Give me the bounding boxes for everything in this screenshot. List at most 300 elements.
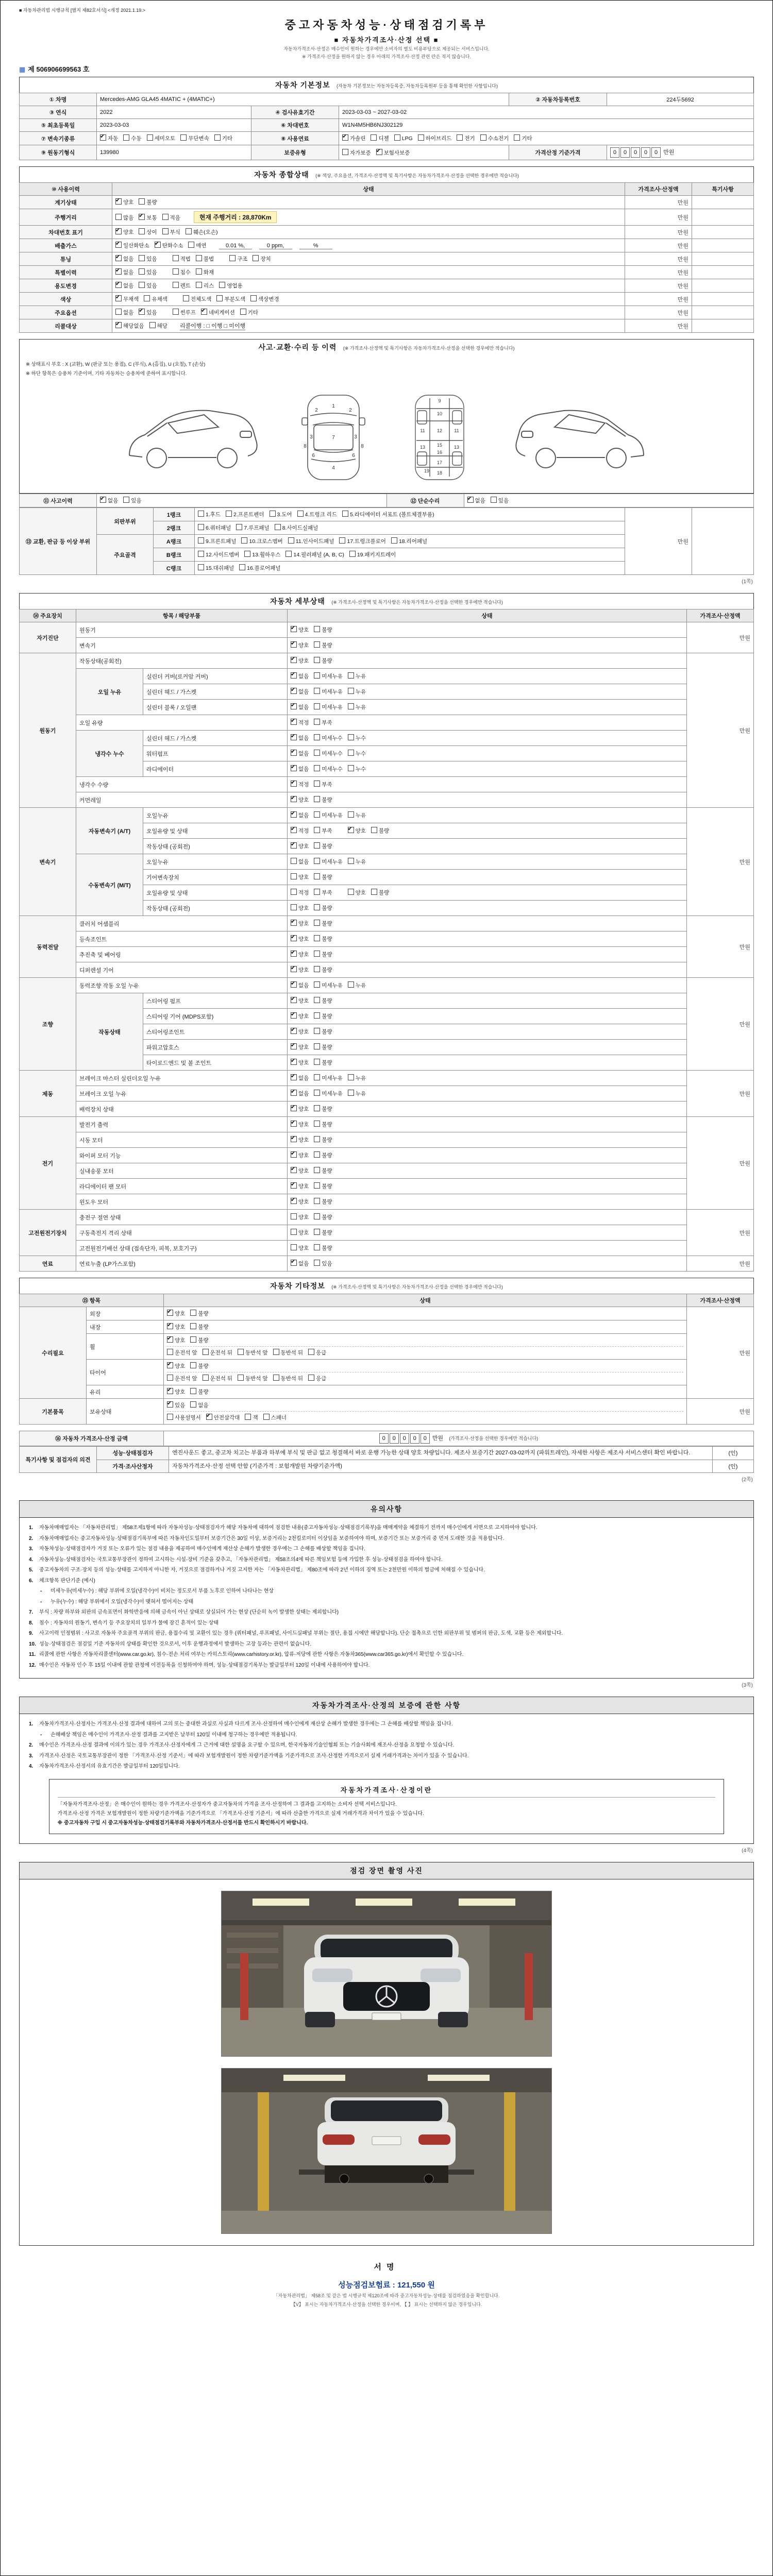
checkbox-label: 운전석 뒤	[210, 1350, 232, 1356]
checkbox-label: 불량	[322, 1013, 332, 1020]
checkbox-label: 자동	[108, 135, 119, 142]
checkbox[interactable]	[236, 524, 242, 530]
checkbox[interactable]	[206, 1414, 212, 1420]
price-amount: 만원	[625, 239, 692, 252]
checkbox[interactable]	[273, 1349, 279, 1355]
checkbox[interactable]	[342, 149, 348, 155]
checkbox[interactable]	[162, 214, 169, 220]
checkbox[interactable]	[291, 1012, 297, 1019]
checkbox[interactable]	[342, 511, 348, 517]
checkbox[interactable]	[348, 734, 354, 740]
checkbox[interactable]	[314, 657, 320, 663]
checkbox[interactable]	[291, 641, 297, 648]
checkbox-group	[167, 1389, 214, 1395]
device-name: 전기	[20, 1117, 76, 1210]
checkbox[interactable]	[291, 904, 297, 910]
checkbox[interactable]	[314, 688, 320, 694]
checkbox[interactable]	[216, 295, 223, 301]
svg-text:17: 17	[436, 460, 443, 465]
checkbox[interactable]	[314, 641, 320, 648]
checkbox[interactable]	[291, 688, 297, 694]
etc-item-header: ⑮ 항목	[20, 1294, 164, 1307]
checkbox[interactable]	[291, 1167, 297, 1173]
checkbox[interactable]	[314, 1213, 320, 1219]
checkbox[interactable]	[139, 282, 145, 288]
checkbox[interactable]	[314, 1074, 320, 1080]
checkbox[interactable]	[314, 935, 320, 941]
checkbox-option	[291, 1151, 309, 1159]
checkbox-option	[291, 672, 309, 680]
checkbox-option	[314, 997, 332, 1005]
checkbox[interactable]	[291, 1074, 297, 1080]
subtitle-note-2: ※ 가격조사·산정을 원하지 않는 경우 아래의 가격조사·산정 관련 란은 적지 않습니다.	[302, 54, 471, 59]
checkbox[interactable]	[314, 1167, 320, 1173]
checkbox[interactable]	[245, 1414, 251, 1420]
checkbox-option	[314, 1074, 343, 1082]
checkbox[interactable]	[196, 255, 202, 261]
item-state	[288, 1163, 687, 1179]
checkbox[interactable]	[348, 765, 354, 771]
checkbox[interactable]	[291, 1198, 297, 1204]
checkbox[interactable]	[308, 1349, 314, 1355]
checkbox[interactable]	[115, 198, 122, 205]
usage-row	[20, 266, 754, 279]
checkbox-option	[291, 920, 309, 927]
checkbox[interactable]	[314, 920, 320, 926]
checkbox[interactable]	[139, 198, 145, 205]
checkbox[interactable]	[314, 626, 320, 632]
checkbox[interactable]	[291, 703, 297, 709]
checkbox[interactable]	[115, 228, 122, 234]
checkbox[interactable]	[291, 734, 297, 740]
checkbox[interactable]	[123, 134, 129, 141]
checkbox[interactable]	[240, 309, 246, 315]
checkbox[interactable]	[291, 626, 297, 632]
checkbox[interactable]	[314, 1260, 320, 1266]
checkbox[interactable]	[291, 873, 297, 879]
checkbox[interactable]	[190, 1310, 196, 1316]
checkbox[interactable]	[115, 214, 122, 220]
checkbox[interactable]	[314, 904, 320, 910]
checkbox[interactable]	[183, 295, 189, 301]
checkbox[interactable]	[244, 551, 250, 557]
checkbox[interactable]	[291, 1182, 297, 1189]
notice-item	[29, 1662, 744, 1670]
checkbox-label: 리스	[203, 283, 214, 289]
checkbox[interactable]	[115, 255, 122, 261]
simple-repair-label: ⑫ 단순수리	[386, 494, 464, 507]
checkbox[interactable]	[139, 228, 145, 234]
checkbox-label: 양호	[175, 1389, 186, 1395]
checkbox[interactable]	[308, 1375, 314, 1381]
checkbox[interactable]	[139, 255, 145, 261]
checkbox[interactable]	[167, 1388, 173, 1394]
checkbox[interactable]	[514, 134, 520, 141]
checkbox-option	[139, 282, 157, 290]
checkbox[interactable]	[291, 1260, 297, 1266]
checkbox[interactable]	[348, 703, 354, 709]
checkbox[interactable]	[167, 1349, 173, 1355]
checkbox[interactable]	[457, 134, 463, 141]
checkbox[interactable]	[371, 889, 377, 895]
checkbox[interactable]	[167, 1414, 173, 1420]
checkbox[interactable]	[100, 134, 106, 141]
checkbox[interactable]	[314, 827, 320, 833]
checkbox[interactable]	[238, 1349, 244, 1355]
checkbox[interactable]	[190, 1388, 196, 1394]
checkbox[interactable]	[480, 134, 486, 141]
svg-text:12: 12	[436, 428, 443, 433]
item-label: 클러치 어셈블리	[76, 916, 288, 931]
checkbox[interactable]	[291, 827, 297, 833]
checkbox[interactable]	[371, 134, 377, 141]
checkbox[interactable]	[314, 1012, 320, 1019]
checkbox[interactable]	[291, 1244, 297, 1250]
checkbox-group	[291, 1261, 338, 1267]
checkbox[interactable]	[291, 920, 297, 926]
checkbox[interactable]	[348, 981, 354, 988]
usage-label: 용도변경	[20, 279, 112, 293]
checkbox[interactable]	[314, 734, 320, 740]
checkbox[interactable]	[198, 564, 204, 570]
checkbox[interactable]	[314, 796, 320, 802]
checkbox[interactable]	[115, 268, 122, 275]
checkbox[interactable]	[219, 282, 225, 288]
checkbox[interactable]	[314, 842, 320, 849]
price-amount: 만원	[687, 1399, 754, 1425]
checkbox[interactable]	[139, 214, 145, 220]
checkbox[interactable]	[348, 889, 354, 895]
checkbox[interactable]	[291, 842, 297, 849]
checkbox[interactable]	[339, 537, 345, 544]
checkbox[interactable]	[314, 889, 320, 895]
rank-items	[195, 535, 625, 548]
checkbox[interactable]	[291, 889, 297, 895]
checkbox[interactable]	[123, 497, 129, 503]
checkbox-label: 상이	[146, 229, 157, 235]
checkbox[interactable]	[270, 511, 276, 517]
checkbox[interactable]	[291, 811, 297, 818]
checkbox-option	[190, 1323, 208, 1331]
checkbox[interactable]	[291, 951, 297, 957]
checkbox[interactable]	[167, 1336, 173, 1343]
checkbox[interactable]	[291, 1136, 297, 1142]
device-name: 고전원전기장치	[20, 1210, 76, 1256]
rank-label: 2랭크	[154, 521, 195, 535]
checkbox[interactable]	[348, 811, 354, 818]
checkbox[interactable]	[314, 750, 320, 756]
checkbox-option	[188, 242, 206, 249]
item-number: -	[40, 1599, 42, 1605]
checkbox-label: 15.대쉬패널	[206, 565, 234, 571]
checkbox[interactable]	[491, 497, 497, 503]
checkbox-option	[167, 1375, 197, 1382]
checkbox[interactable]	[288, 537, 294, 544]
checkbox-label: 누유	[355, 673, 366, 680]
checkbox-label: 양호	[298, 1199, 309, 1205]
checkbox[interactable]	[291, 981, 297, 988]
checkbox[interactable]	[180, 134, 187, 141]
checkbox[interactable]	[263, 1414, 270, 1420]
checkbox[interactable]	[297, 511, 304, 517]
checkbox[interactable]	[314, 981, 320, 988]
checkbox[interactable]	[314, 1136, 320, 1142]
checkbox[interactable]	[314, 672, 320, 679]
checkbox[interactable]	[173, 309, 179, 315]
checkbox[interactable]	[371, 827, 377, 833]
section-final-price	[19, 1431, 754, 1483]
checkbox[interactable]	[147, 134, 153, 141]
car-diagram-area	[19, 382, 754, 494]
checkbox-label: 없음	[298, 1091, 309, 1097]
checkbox-option	[291, 1090, 309, 1097]
checkbox[interactable]	[186, 228, 192, 234]
checkbox[interactable]	[239, 564, 245, 570]
notice-item	[29, 1619, 744, 1628]
checkbox[interactable]	[314, 703, 320, 709]
checkbox[interactable]	[314, 1043, 320, 1049]
checkbox[interactable]	[291, 765, 297, 771]
checkbox[interactable]	[467, 497, 474, 503]
checkbox[interactable]	[348, 858, 354, 864]
usage-state	[112, 306, 625, 319]
checkbox[interactable]	[291, 1043, 297, 1049]
checkbox[interactable]	[342, 134, 348, 141]
item-state	[288, 916, 687, 931]
checkbox-group	[291, 1106, 338, 1112]
checkbox[interactable]	[203, 1375, 209, 1381]
checkbox[interactable]	[167, 1375, 173, 1381]
checkbox[interactable]	[348, 672, 354, 679]
section-basic-info	[19, 77, 754, 160]
checkbox-label: 운전석 앞	[175, 1376, 197, 1382]
checkbox-option	[314, 1151, 332, 1159]
checkbox[interactable]	[291, 1229, 297, 1235]
checkbox[interactable]	[203, 1349, 209, 1355]
checkbox[interactable]	[291, 935, 297, 941]
checkbox-option	[348, 703, 366, 711]
etc-table	[19, 1294, 754, 1425]
checkbox[interactable]	[376, 149, 382, 155]
checkbox[interactable]	[291, 750, 297, 756]
notice-item	[29, 1651, 744, 1659]
item-state	[288, 700, 687, 715]
checkbox[interactable]	[198, 511, 204, 517]
checkbox[interactable]	[314, 858, 320, 864]
checkbox[interactable]	[314, 951, 320, 957]
device-row	[20, 1117, 754, 1132]
checkbox[interactable]	[273, 1375, 279, 1381]
item-number: -	[40, 1732, 42, 1738]
checkbox[interactable]	[348, 688, 354, 694]
checkbox[interactable]	[285, 551, 292, 557]
item-state	[288, 1071, 687, 1086]
checkbox[interactable]	[173, 268, 179, 275]
checkbox-label: 없음	[298, 704, 309, 710]
checkbox-group	[167, 1350, 331, 1356]
item-state	[288, 638, 687, 653]
checkbox[interactable]	[201, 309, 207, 315]
checkbox[interactable]	[198, 551, 204, 557]
checkbox[interactable]	[291, 1059, 297, 1065]
checkbox[interactable]	[314, 1105, 320, 1111]
checkbox[interactable]	[253, 255, 259, 261]
checkbox[interactable]	[275, 524, 281, 530]
checkbox[interactable]	[348, 1090, 354, 1096]
checkbox-label: 불량	[322, 1044, 332, 1050]
year-label: ③ 연식	[20, 106, 97, 119]
checkbox[interactable]	[314, 1151, 320, 1158]
item-number: 3.	[29, 1546, 33, 1552]
checkbox-group	[291, 766, 371, 772]
checkbox[interactable]	[348, 750, 354, 756]
checkbox[interactable]	[139, 268, 145, 275]
checkbox[interactable]	[349, 551, 356, 557]
checkbox[interactable]	[115, 242, 122, 248]
checkbox-option	[139, 228, 157, 236]
checkbox-label: 전체도색	[190, 296, 212, 302]
checkbox[interactable]	[115, 282, 122, 288]
checkbox[interactable]	[188, 242, 194, 248]
checkbox-label: 불량	[322, 843, 332, 850]
car-underbody-frame-diagram	[396, 391, 483, 484]
checkbox[interactable]	[314, 765, 320, 771]
checkbox[interactable]	[115, 295, 122, 301]
checkbox[interactable]	[418, 134, 424, 141]
checkbox[interactable]	[190, 1401, 196, 1408]
checkbox[interactable]	[291, 997, 297, 1003]
checkbox-label: 불량	[198, 1324, 209, 1330]
checkbox[interactable]	[196, 282, 202, 288]
checkbox-option	[348, 811, 366, 819]
checkbox[interactable]	[167, 1310, 173, 1316]
checkbox[interactable]	[314, 1229, 320, 1235]
item-state	[288, 885, 687, 901]
checkbox[interactable]	[314, 1182, 320, 1189]
checkbox[interactable]	[162, 228, 169, 234]
guarantee-title: 자동차가격조사·산정의 보증에 관한 사항	[19, 1697, 754, 1714]
checkbox[interactable]	[167, 1362, 173, 1368]
checkbox-option	[480, 134, 509, 142]
checkbox[interactable]	[291, 1213, 297, 1219]
checkbox[interactable]	[394, 134, 400, 141]
checkbox[interactable]	[229, 255, 236, 261]
checkbox[interactable]	[115, 322, 122, 328]
checkbox-label: 보통	[146, 215, 157, 221]
checkbox-option	[167, 1362, 185, 1370]
checkbox[interactable]	[291, 1090, 297, 1096]
checkbox[interactable]	[214, 134, 221, 141]
checkbox[interactable]	[196, 268, 202, 275]
item-number: 2.	[29, 1535, 33, 1541]
checkbox[interactable]	[291, 966, 297, 972]
checkbox[interactable]	[226, 511, 232, 517]
device-row	[20, 1210, 754, 1225]
checkbox[interactable]	[314, 873, 320, 879]
item-state	[288, 1101, 687, 1117]
checkbox[interactable]	[155, 242, 161, 248]
extra-options	[167, 1372, 683, 1383]
checkbox[interactable]	[115, 309, 122, 315]
checkbox[interactable]	[198, 524, 204, 530]
checkbox[interactable]	[314, 966, 320, 972]
table-row	[20, 1460, 754, 1473]
checkbox[interactable]	[167, 1323, 173, 1329]
checkbox[interactable]	[291, 657, 297, 663]
checkbox[interactable]	[291, 781, 297, 787]
checkbox[interactable]	[167, 1401, 173, 1408]
checkbox[interactable]	[250, 295, 257, 301]
checkbox[interactable]	[100, 497, 106, 503]
checkbox[interactable]	[190, 1336, 196, 1343]
checkbox-label: 3.도어	[277, 512, 292, 518]
price-header: 가격조사·산정액	[625, 183, 692, 196]
item-state	[288, 1256, 687, 1272]
checkbox[interactable]	[314, 781, 320, 787]
checkbox-label: 부식	[170, 229, 180, 235]
checkbox-label: 누유	[355, 689, 366, 695]
checkbox[interactable]	[139, 309, 145, 315]
checkbox[interactable]	[314, 1059, 320, 1065]
checkbox[interactable]	[241, 537, 247, 544]
item-number: 9.	[29, 1631, 33, 1636]
checkbox-label: 16.플로어패널	[247, 565, 281, 571]
checkbox-option	[314, 811, 343, 819]
checkbox[interactable]	[291, 672, 297, 679]
checkbox[interactable]	[314, 1198, 320, 1204]
checkbox[interactable]	[291, 796, 297, 802]
checkbox[interactable]	[314, 811, 320, 818]
checkbox-label: 안전삼각대	[213, 1415, 240, 1421]
remark-header: 특기사항	[692, 183, 754, 196]
checkbox-option	[162, 214, 180, 222]
item-number: 11.	[29, 1652, 36, 1657]
checkbox[interactable]	[314, 1244, 320, 1250]
checkbox[interactable]	[173, 282, 179, 288]
checkbox[interactable]	[149, 322, 156, 328]
checkbox[interactable]	[314, 1121, 320, 1127]
item-state	[288, 1086, 687, 1101]
checkbox-option	[314, 1136, 332, 1144]
item-label: 오일누유	[143, 808, 288, 823]
checkbox[interactable]	[291, 1151, 297, 1158]
checkbox[interactable]	[314, 719, 320, 725]
checkbox[interactable]	[348, 827, 354, 833]
checkbox[interactable]	[314, 1028, 320, 1034]
checkbox[interactable]	[291, 1121, 297, 1127]
checkbox[interactable]	[173, 255, 179, 261]
checkbox[interactable]	[190, 1323, 196, 1329]
checkbox[interactable]	[198, 537, 204, 544]
checkbox[interactable]	[314, 1090, 320, 1096]
checkbox[interactable]	[144, 295, 150, 301]
checkbox[interactable]	[314, 997, 320, 1003]
checkbox[interactable]	[291, 719, 297, 725]
checkbox[interactable]	[238, 1375, 244, 1381]
checkbox[interactable]	[291, 1105, 297, 1111]
checkbox-group	[291, 1091, 371, 1097]
checkbox-option	[147, 134, 176, 142]
checkbox[interactable]	[348, 1074, 354, 1080]
checkbox[interactable]	[291, 858, 297, 864]
checkbox-label: 없음	[298, 735, 309, 741]
checkbox[interactable]	[190, 1362, 196, 1368]
checkbox-label: 양호	[298, 658, 309, 664]
checkbox-label: 훼손(오손)	[193, 229, 218, 235]
checkbox[interactable]	[391, 537, 397, 544]
item-text: 자동차성능·상태점검자는 국토교통부장관이 정하여 고시하는 시설·장비 기준을 갖추고, 「자동차관리법」 제58조의4에 따른 책임보험 등에 가입한 후 성능·상태점검을 하여야 합니다.	[39, 1556, 443, 1563]
checkbox[interactable]	[291, 1028, 297, 1034]
